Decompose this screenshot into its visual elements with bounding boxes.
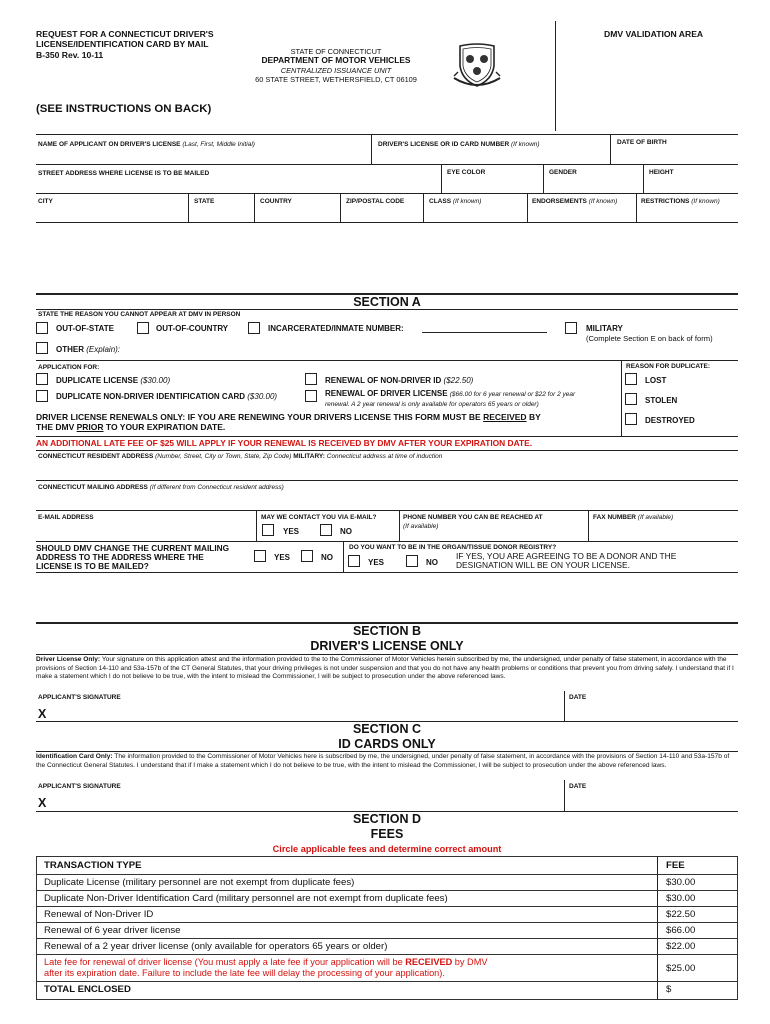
fee-row-value: $22.00: [666, 941, 696, 952]
section-c-x-mark: X: [38, 796, 47, 810]
class-field[interactable]: [429, 198, 481, 205]
class-label: CLASS: [429, 198, 452, 205]
fee-row[interactable]: [36, 890, 738, 906]
email-yes-label: YES: [283, 527, 300, 536]
fee-row[interactable]: [36, 922, 738, 938]
section-d-title: SECTION D: [352, 812, 422, 826]
license-number-field[interactable]: [378, 141, 540, 148]
donor-no-label: NO: [426, 558, 438, 567]
state-field[interactable]: STATE: [194, 198, 215, 205]
renewals-only-text: DRIVER LICENSE RENEWALS ONLY: IF YOU ARE RENEWING YOUR DRIVERS LICENSE THIS FORM MUST BE: [36, 412, 481, 422]
late-fee-text-2: after its expiration date. Failure to include the late fee will delay the processing of your application).: [44, 968, 445, 978]
fee-row-type: Renewal of Non-Driver ID: [44, 909, 154, 920]
duplicate-license-option: [56, 376, 170, 385]
agency-address: 60 STATE STREET, WETHERSFIELD, CT 06109: [255, 75, 417, 85]
inmate-number-field[interactable]: [422, 332, 547, 333]
restrictions-label: RESTRICTIONS: [641, 198, 690, 205]
section-b-x-mark: X: [38, 707, 47, 721]
date-of-birth-field[interactable]: DATE OF BIRTH: [617, 139, 667, 146]
total-enclosed-row[interactable]: [36, 981, 738, 1000]
class-hint: (If known): [452, 198, 482, 205]
section-b-date-label: DATE: [569, 694, 587, 701]
height-field[interactable]: HEIGHT: [649, 169, 674, 176]
military-address-hint: Connecticut address at time of induction: [326, 453, 443, 460]
late-fee-value: $25.00: [666, 963, 696, 974]
form-title-line-2: LICENSE/IDENTIFICATION CARD BY MAIL: [36, 39, 209, 50]
section-b-signature-label: APPLICANT'S SIGNATURE: [38, 694, 121, 701]
donor-note-line-1: IF YES, YOU ARE AGREEING TO BE A DONOR AND THE: [456, 551, 677, 561]
ct-mailing-address-hint: (If different from Connecticut resident address): [149, 484, 284, 491]
gender-field[interactable]: GENDER: [549, 169, 577, 176]
applicant-name-hint: (Last, First, Middle Initial): [182, 141, 255, 148]
application-for-label: APPLICATION FOR:: [38, 364, 100, 371]
duplicate-license-fee: ($30.00): [140, 376, 171, 385]
late-fee-text-1: Late fee for renewal of driver license (You must apply a late fee if your application will be: [44, 957, 403, 967]
fee-row-type: Duplicate License (military personnel are not exempt from duplicate fees): [44, 877, 355, 888]
stolen-label: STOLEN: [645, 396, 678, 405]
change-address-line-2: ADDRESS TO THE ADDRESS WHERE THE: [36, 552, 204, 562]
other-field[interactable]: [56, 345, 120, 354]
ct-resident-address-hint: (Number, Street, City or Town, State, Zip Code): [155, 453, 292, 460]
agency-block: [226, 47, 446, 85]
zip-field[interactable]: ZIP/POSTAL CODE: [346, 198, 405, 205]
renewal-non-driver-fee: ($22.50): [443, 376, 474, 385]
endorsements-hint: (If known): [588, 198, 618, 205]
received-emphasis: RECEIVED: [483, 412, 527, 422]
applicant-name-label: NAME OF APPLICANT ON DRIVER'S LICENSE: [38, 141, 181, 148]
change-address-question: [36, 544, 229, 571]
renewal-driver-fee-note: renewal. A 2 year renewal is only available for operators 65 years or older): [325, 401, 539, 408]
section-b-heading: [36, 624, 738, 654]
ct-mailing-address-label: CONNECTICUT MAILING ADDRESS: [38, 484, 148, 491]
change-address-no-checkbox[interactable]: [301, 550, 313, 562]
email-no-label: NO: [340, 527, 352, 536]
prior-emphasis: PRIOR: [76, 422, 104, 433]
incarcerated-label: INCARCERATED/INMATE NUMBER:: [268, 324, 404, 333]
military-address-label: MILITARY:: [293, 453, 325, 460]
late-fee-by-dmv: by DMV: [454, 957, 488, 967]
applicant-name-field[interactable]: [38, 141, 255, 148]
renewal-non-driver-label: RENEWAL OF NON-DRIVER ID: [325, 376, 442, 385]
out-of-country-checkbox[interactable]: [137, 322, 149, 334]
renewal-driver-fee: ($66.00 for 6 year renewal or $22 for 2 year: [449, 391, 576, 398]
lost-checkbox[interactable]: [625, 373, 637, 385]
fee-col-fee: FEE: [666, 860, 685, 871]
fee-row-value: $22.50: [666, 909, 696, 920]
section-c-subtitle: ID CARDS ONLY: [338, 737, 436, 751]
donor-yes-label: YES: [368, 558, 385, 567]
military-checkbox[interactable]: [565, 322, 577, 334]
form-title: [36, 29, 214, 60]
fax-hint: (If available): [637, 514, 674, 521]
section-c-heading: [36, 722, 738, 752]
renewal-non-driver-checkbox[interactable]: [305, 373, 317, 385]
late-fee-row[interactable]: [36, 954, 738, 981]
section-c-title: SECTION C: [352, 722, 422, 736]
duplicate-non-driver-option: [56, 392, 277, 401]
duplicate-license-label: DUPLICATE LICENSE: [56, 376, 139, 385]
eye-color-field[interactable]: EYE COLOR: [447, 169, 486, 176]
donor-question: DO YOU WANT TO BE IN THE ORGAN/TISSUE DONOR REGISTRY?: [349, 544, 557, 551]
fee-instruction: Circle applicable fees and determine correct amount: [272, 844, 502, 854]
country-field[interactable]: COUNTRY: [260, 198, 292, 205]
out-of-state-label: OUT-OF-STATE: [56, 324, 114, 333]
fax-label: FAX NUMBER: [593, 514, 636, 521]
section-d-subtitle: FEES: [370, 827, 404, 841]
section-b-lead: Driver License Only:: [36, 656, 101, 663]
change-address-no-label: NO: [321, 553, 333, 562]
section-c-date-field[interactable]: [569, 793, 734, 809]
restrictions-hint: (If known): [691, 198, 720, 205]
total-enclosed-label: TOTAL ENCLOSED: [44, 984, 131, 995]
incarcerated-checkbox[interactable]: [248, 322, 260, 334]
phone-hint: (If available): [403, 522, 439, 530]
fee-row-type: Renewal of a 2 year driver license (only available for operators 65 years or older): [44, 941, 388, 952]
change-address-yes-label: YES: [274, 553, 291, 562]
form-number: B-350 Rev. 10-11: [36, 49, 104, 60]
renewal-driver-option: [325, 389, 575, 409]
expiration-text: TO YOUR EXPIRATION DATE.: [105, 422, 226, 433]
ct-mailing-address-field[interactable]: [38, 484, 284, 491]
duplicate-non-driver-fee: ($30.00): [247, 392, 278, 401]
donor-note-line-2: DESIGNATION WILL BE ON YOUR LICENSE.: [456, 560, 630, 571]
email-no-checkbox[interactable]: [320, 524, 332, 536]
section-b-statement: [36, 656, 736, 682]
duplicate-non-driver-checkbox[interactable]: [36, 390, 48, 402]
donor-no-checkbox[interactable]: [406, 555, 418, 567]
fee-row[interactable]: [36, 906, 738, 922]
other-label: OTHER: [56, 345, 84, 354]
late-fee-description: [44, 957, 487, 979]
license-number-label: DRIVER'S LICENSE OR ID CARD NUMBER: [378, 141, 510, 148]
license-number-hint: (If known): [511, 141, 540, 148]
late-fee-warning: AN ADDITIONAL LATE FEE OF $25 WILL APPLY IF YOUR RENEWAL IS RECEIVED BY DMV AFTER YOUR EXPIRATION DATE.: [36, 438, 533, 448]
late-fee-received: RECEIVED: [405, 957, 453, 967]
other-hint: (Explain):: [86, 345, 121, 354]
fee-row-value: $30.00: [666, 893, 696, 904]
military-label: MILITARY: [586, 324, 623, 333]
section-c-text: The information provided to the Commissioner of Motor Vehicles here is subscribed by me, the undersigned, under penalty of false statement, in accordance with the provisions of Section 14-110 and 53a-157b of the Connecticut General Statutes. I understand that if I make a statement which I do not believe to be true, with the intent to mislead the Commissioner, I will be subject to prosecution under the above referenced laws.: [36, 753, 730, 769]
destroyed-label: DESTROYED: [645, 416, 695, 425]
lost-label: LOST: [645, 376, 667, 385]
donor-yes-checkbox[interactable]: [348, 555, 360, 567]
section-c-statement: [36, 753, 736, 770]
ct-resident-address-field[interactable]: [38, 453, 442, 460]
dmv-validation-area: DMV VALIDATION AREA: [604, 29, 704, 39]
fee-row-value: $66.00: [666, 925, 696, 936]
out-of-country-label: OUT-OF-COUNTRY: [156, 324, 229, 333]
fee-row[interactable]: [36, 874, 738, 890]
section-a-title: SECTION A: [353, 295, 421, 309]
section-d-heading: [36, 812, 738, 842]
renewal-driver-label: RENEWAL OF DRIVER LICENSE: [325, 389, 448, 398]
section-b-subtitle: DRIVER'S LICENSE ONLY: [310, 639, 464, 653]
agency-department: DEPARTMENT OF MOTOR VEHICLES: [261, 55, 411, 66]
duplicate-license-checkbox[interactable]: [36, 373, 48, 385]
section-c-signature-label: APPLICANT'S SIGNATURE: [38, 783, 121, 790]
military-note: (Complete Section E on back of form): [586, 334, 713, 343]
section-b-text: Your signature on this application attest and the information provided to the to the Commissioner of Motor Vehicles herein subscribed by me, the undersigned, under penalty of false statement, in accordance with the provisions of Section 14-110 and 53a-157b of the CT General Statutes, that your driving privileges is not under suspension and that you do not have any health problems or conditions that prevent you from driving safely. I understand that if I make a statement which I do not believe to be true, with the intent to mislead the Commissioner, I will be subject to prosecution under the above referenced laws.: [36, 656, 734, 681]
ct-resident-address-label: CONNECTICUT RESIDENT ADDRESS: [38, 453, 154, 460]
total-enclosed-value[interactable]: $: [666, 984, 672, 995]
fee-row-value: $30.00: [666, 877, 696, 888]
stolen-checkbox[interactable]: [625, 393, 637, 405]
section-c-lead: Identification Card Only:: [36, 753, 113, 760]
agency-state: STATE OF CONNECTICUT: [290, 47, 382, 56]
form-title-line-1: REQUEST FOR A CONNECTICUT DRIVER'S: [36, 29, 214, 39]
section-c-date-label: DATE: [569, 783, 587, 790]
renewals-only-notice: [36, 412, 541, 432]
city-field[interactable]: CITY: [38, 198, 53, 205]
fee-row-type: Duplicate Non-Driver Identification Card (military personnel are not exempt from duplicate fees): [44, 893, 448, 904]
endorsements-field[interactable]: [532, 198, 617, 205]
restrictions-field[interactable]: [641, 198, 720, 205]
fee-row[interactable]: [36, 938, 738, 954]
fax-field[interactable]: [593, 514, 673, 521]
duplicate-non-driver-label: DUPLICATE NON-DRIVER IDENTIFICATION CARD: [56, 392, 246, 401]
fee-row-type: Renewal of 6 year driver license: [44, 925, 181, 936]
section-c-signature-field[interactable]: [56, 793, 556, 809]
may-email-label: MAY WE CONTACT YOU VIA E-MAIL?: [261, 514, 377, 521]
change-address-line-3: LICENSE IS TO BE MAILED?: [36, 561, 149, 571]
street-address-field[interactable]: STREET ADDRESS WHERE LICENSE IS TO BE MAILED: [38, 170, 210, 177]
phone-field[interactable]: [403, 514, 543, 531]
out-of-state-checkbox[interactable]: [36, 322, 48, 334]
section-b-signature-field[interactable]: [56, 704, 556, 720]
reason-label: STATE THE REASON YOU CANNOT APPEAR AT DMV IN PERSON: [38, 311, 241, 318]
renewal-driver-checkbox[interactable]: [305, 390, 317, 402]
renewal-non-driver-option: [325, 376, 473, 385]
endorsements-label: ENDORSEMENTS: [532, 198, 587, 205]
section-b-date-field[interactable]: [569, 704, 734, 720]
fee-col-type: TRANSACTION TYPE: [44, 860, 142, 871]
by-text: BY: [528, 412, 541, 422]
other-checkbox[interactable]: [36, 342, 48, 354]
change-address-line-1: SHOULD DMV CHANGE THE CURRENT MAILING: [36, 543, 230, 553]
phone-label: PHONE NUMBER YOU CAN BE REACHED AT: [403, 514, 543, 521]
email-yes-checkbox[interactable]: [262, 524, 274, 536]
email-field[interactable]: E-MAIL ADDRESS: [38, 514, 94, 521]
section-b-title: SECTION B: [352, 624, 422, 638]
state-seal-icon: [452, 42, 502, 88]
reason-duplicate-label: REASON FOR DUPLICATE:: [626, 363, 711, 370]
destroyed-checkbox[interactable]: [625, 413, 637, 425]
instructions-note: (SEE INSTRUCTIONS ON BACK): [36, 103, 212, 115]
change-address-yes-checkbox[interactable]: [254, 550, 266, 562]
donor-note: [456, 552, 676, 571]
the-dmv-text: THE DMV: [36, 422, 75, 433]
agency-unit: CENTRALIZED ISSUANCE UNIT: [280, 65, 392, 75]
